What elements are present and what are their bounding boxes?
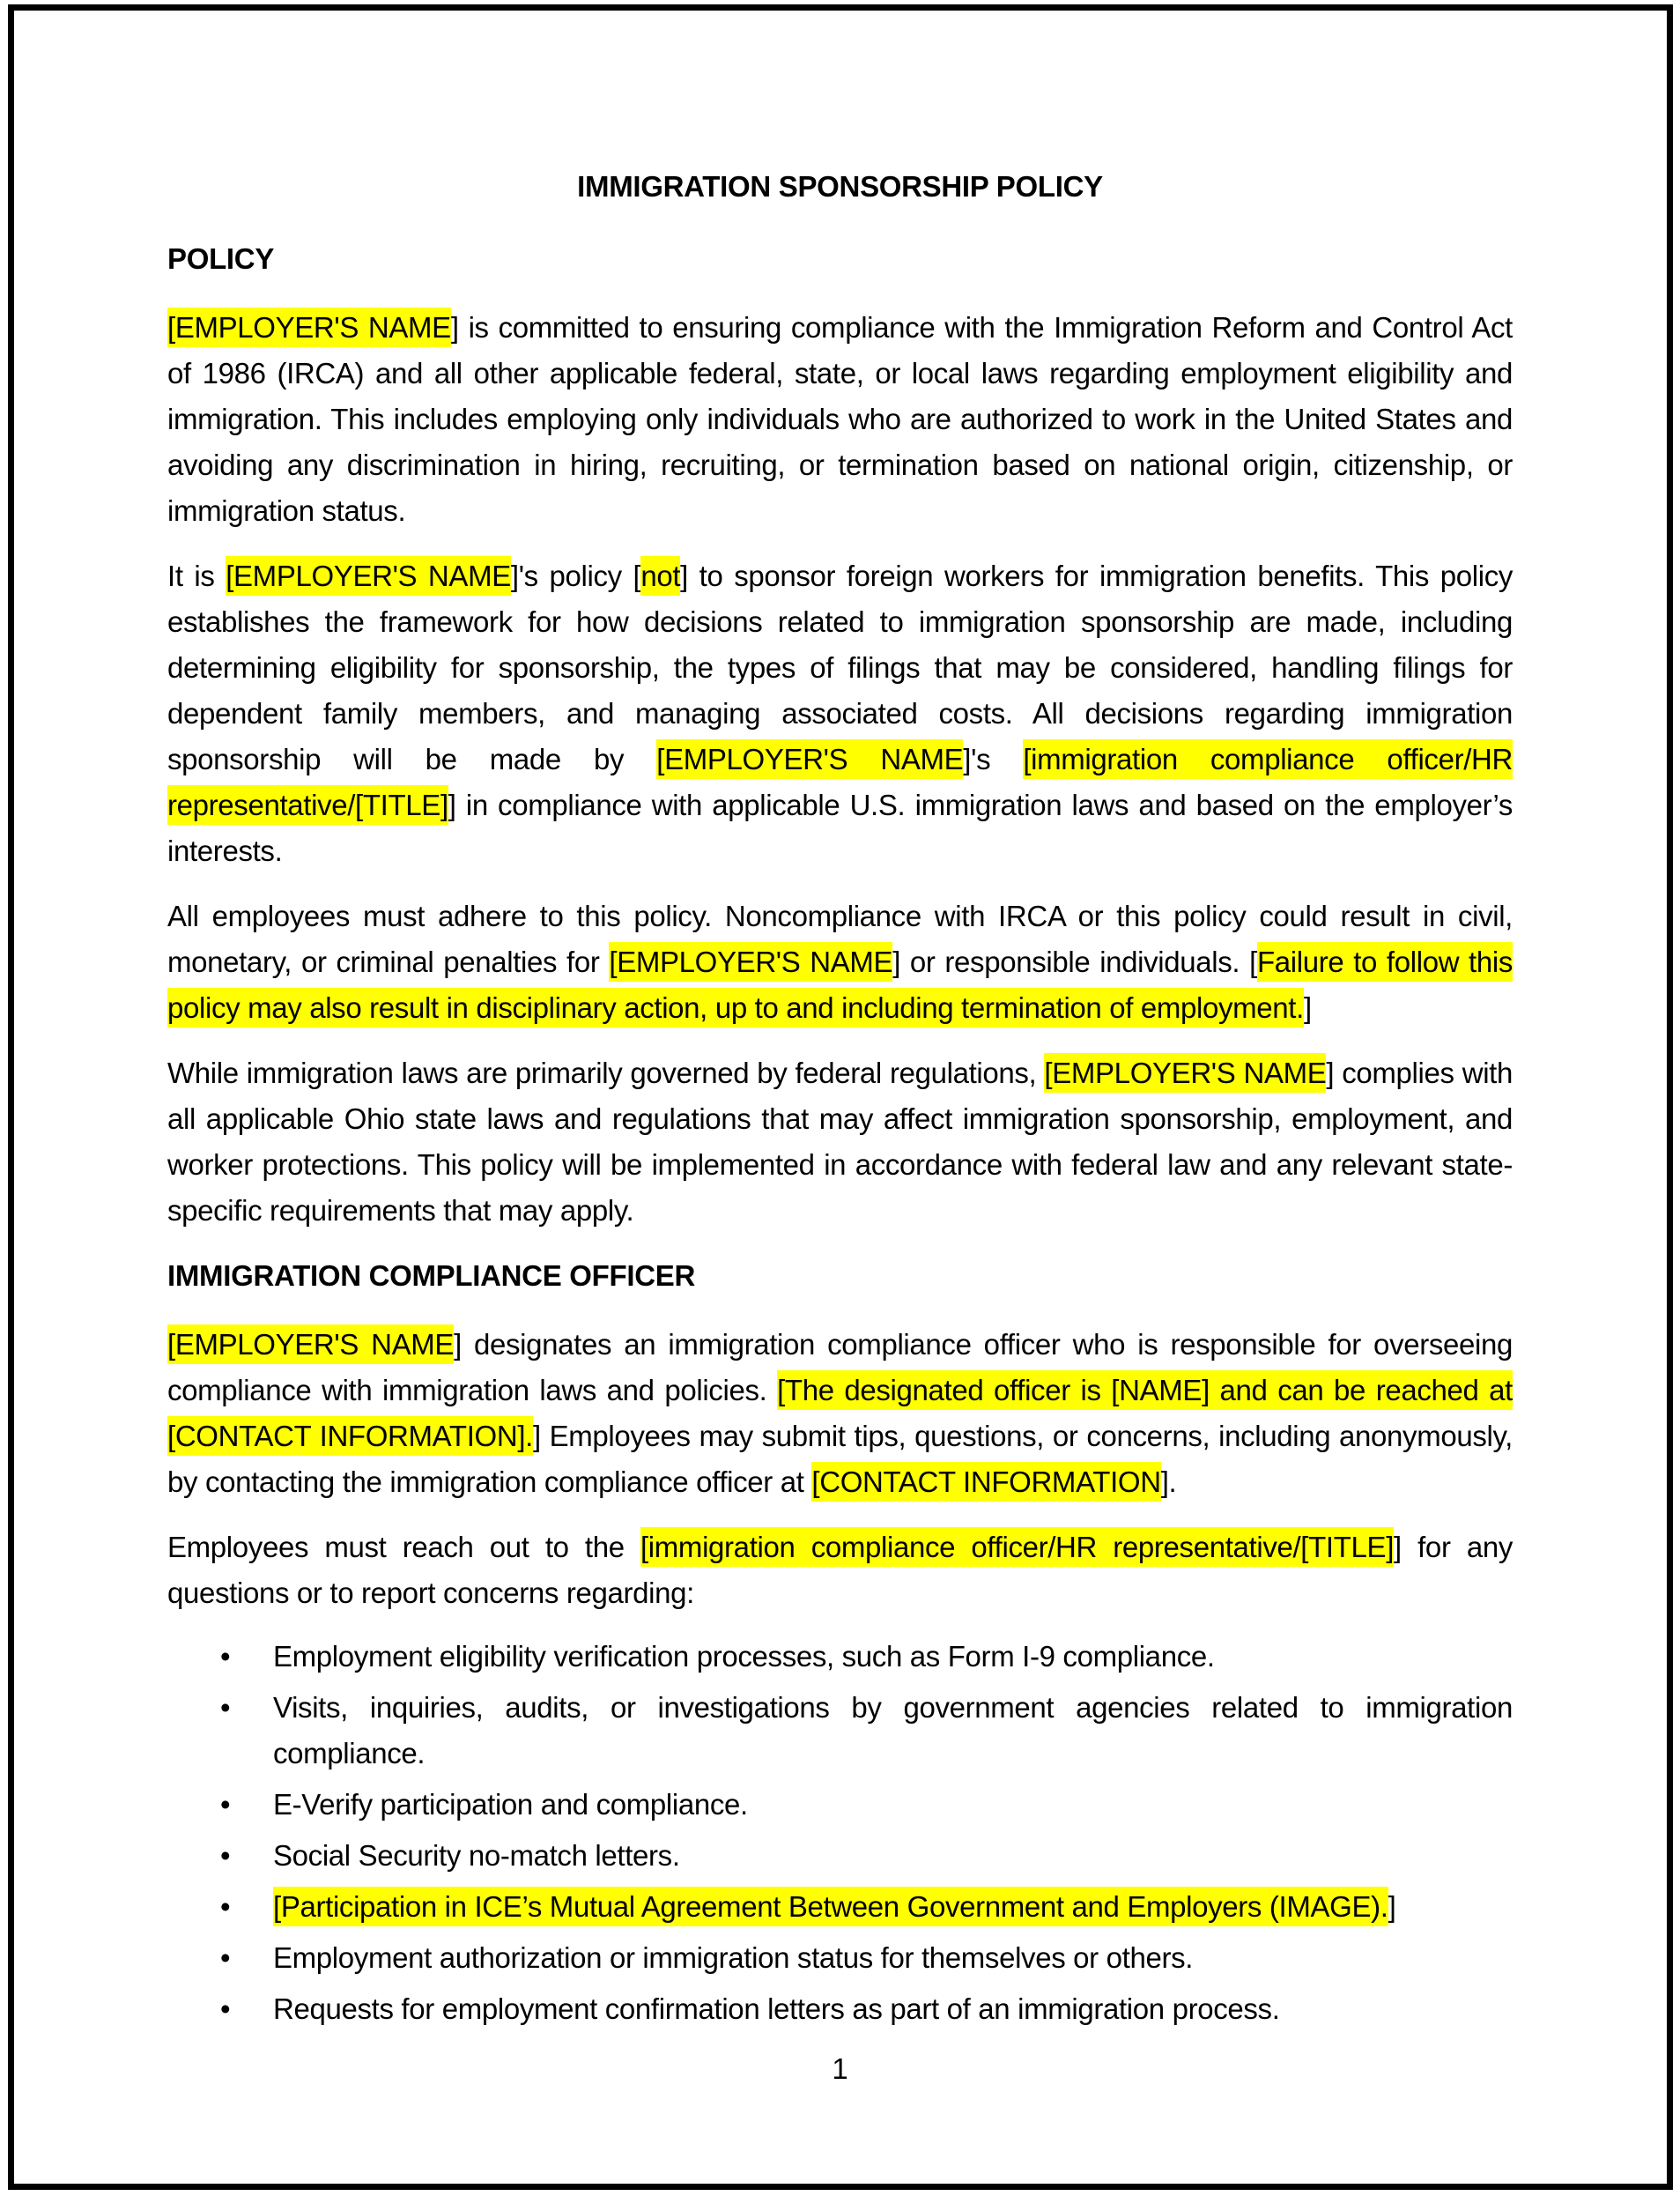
page-number: 1 [832, 2052, 848, 2085]
highlighted-text: [The designated officer is [NAME] and can be reached at [CONTACT INFORMATION]. [167, 1370, 1513, 1456]
list-item-text [273, 1782, 1513, 1828]
text-run: ] complies with all applicable Ohio state laws and regulations that may affect immigration sponsorship, employment, and worker protections. This policy will be implemented in accordance with federal law and any relevant state-specific requirements that may apply. [167, 1057, 1513, 1227]
text-run: While immigration laws are primarily governed by federal regulations, [167, 1057, 1045, 1089]
compliance-officer-paragraph-2 [167, 1525, 1513, 1616]
bullet-icon: • [220, 1992, 231, 2025]
highlighted-text: [EMPLOYER'S NAME [167, 308, 451, 347]
text-run: ] is committed to ensuring compliance with the Immigration Reform and Control Act of 1986 (IRCA) and all other applicable federal, state, or local laws regarding employment eligibility and immigration. This includes employing only individuals who are authorized to work in the United States and avoiding any discrimination in hiring, recruiting, or termination based on national origin, citizenship, or immigration status. [167, 311, 1513, 527]
text-run: ] for any questions or to report concerns regarding: [167, 1531, 1513, 1609]
list-item-text [273, 1935, 1513, 1981]
bullet-icon: • [220, 1691, 231, 1724]
text-run: ] [1303, 991, 1312, 1024]
list-item-text [273, 1634, 1513, 1680]
policy-section-heading: POLICY [167, 242, 275, 275]
policy-paragraph-1 [167, 305, 1513, 534]
list-item [220, 1884, 1513, 1930]
text-run: ] designates an immigration compliance officer who is responsible for overseeing compliance with immigration laws and policies. [167, 1328, 1513, 1406]
list-item-text [273, 1685, 1513, 1777]
highlighted-text: [Participation in ICE’s Mutual Agreement Between Government and Employers (IMAGE). [273, 1887, 1388, 1926]
compliance-officer-section-heading: IMMIGRATION COMPLIANCE OFFICER [167, 1259, 696, 1292]
highlighted-text: not [640, 556, 680, 596]
text-run: ] in compliance with applicable U.S. immigration laws and based on the employer’s interests. [167, 789, 1513, 867]
text-run: Visits, inquiries, audits, or investigations by government agencies related to immigration compliance. [273, 1691, 1513, 1769]
text-run: ] Employees may submit tips, questions, or concerns, including anonymously, by contacting the immigration compliance officer at [167, 1420, 1513, 1498]
highlighted-text: [EMPLOYER'S NAME [1044, 1053, 1326, 1093]
document-title: IMMIGRATION SPONSORSHIP POLICY [577, 170, 1103, 203]
list-item-text [273, 1986, 1513, 2032]
highlighted-text: [immigration compliance officer/HR representative/[TITLE] [640, 1527, 1394, 1567]
highlighted-text: Failure to follow this policy may also result in disciplinary action, up to and including termination of employment. [167, 942, 1513, 1028]
bullet-icon: • [220, 1890, 231, 1923]
list-item [220, 1935, 1513, 1981]
list-item [220, 1634, 1513, 1680]
text-run: ]'s policy [ [510, 560, 641, 592]
highlighted-text: [CONTACT INFORMATION [811, 1462, 1160, 1502]
highlighted-text: [EMPLOYER'S NAME [609, 942, 892, 982]
text-run: Employees must reach out to the [167, 1531, 640, 1563]
compliance-officer-paragraph-1 [167, 1322, 1513, 1505]
concerns-bullet-list [167, 1634, 1513, 2032]
text-run: Employment eligibility verification processes, such as Form I-9 compliance. [273, 1640, 1215, 1673]
list-item [220, 1685, 1513, 1777]
highlighted-text: [EMPLOYER'S NAME [167, 1324, 454, 1364]
list-item [220, 1986, 1513, 2032]
text-run: ]. [1160, 1465, 1177, 1498]
text-run: ] to sponsor foreign workers for immigration benefits. This policy establishes the framework for how decisions related to immigration sponsorship are made, including determining eligibility for sponsorship, the types of filings that may be considered, handling filings for dependent family members, and managing associated costs. All decisions regarding immigration sponsorship will be made by [167, 560, 1513, 775]
text-run: ]'s [963, 743, 1024, 775]
bullet-icon: • [220, 1640, 231, 1673]
text-run: ] [1388, 1890, 1396, 1923]
text-run: Requests for employment confirmation letters as part of an immigration process. [273, 1992, 1280, 2025]
text-run: All employees must adhere to this policy. Noncompliance with IRCA or this policy could result in civil, monetary, or criminal penalties for [167, 900, 1513, 978]
highlighted-text: [EMPLOYER'S NAME [226, 556, 511, 596]
text-run: It is [167, 560, 226, 592]
text-run: E-Verify participation and compliance. [273, 1788, 748, 1821]
list-item [220, 1833, 1513, 1879]
document-body [167, 0, 1513, 2032]
highlighted-text: [EMPLOYER'S NAME [656, 739, 963, 779]
policy-paragraph-2 [167, 553, 1513, 874]
text-run: Employment authorization or immigration status for themselves or others. [273, 1941, 1194, 1974]
bullet-icon: • [220, 1941, 231, 1974]
text-run: Social Security no-match letters. [273, 1839, 680, 1872]
list-item [220, 1782, 1513, 1828]
bullet-icon: • [220, 1788, 231, 1821]
text-run: ] or responsible individuals. [ [892, 946, 1257, 978]
bullet-icon: • [220, 1839, 231, 1872]
policy-paragraph-4 [167, 1050, 1513, 1234]
policy-paragraph-3 [167, 894, 1513, 1031]
list-item-text [273, 1833, 1513, 1879]
highlighted-text: [immigration compliance officer/HR representative/[TITLE] [167, 739, 1513, 825]
list-item-text [273, 1884, 1513, 1930]
